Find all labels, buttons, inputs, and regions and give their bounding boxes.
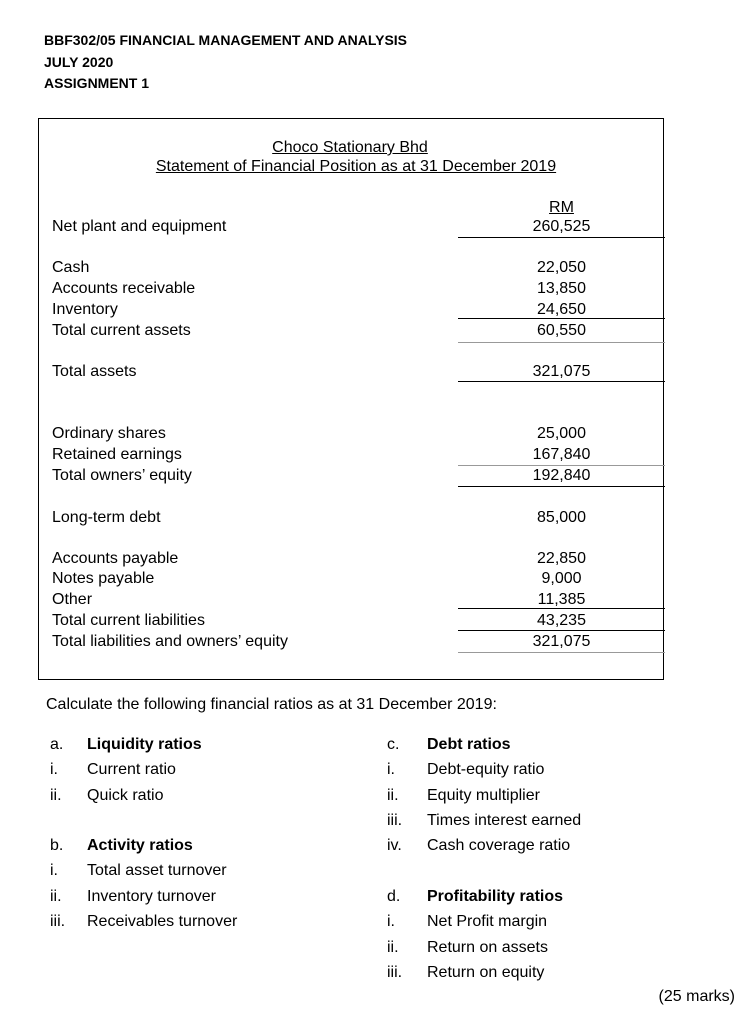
- underline-rule: [458, 652, 665, 653]
- statement-title: Statement of Financial Position as at 31 December 2019: [155, 158, 557, 175]
- ratio-item: Net Profit margin: [427, 913, 548, 931]
- row-value: 321,075: [532, 633, 591, 650]
- group-letter: c.: [387, 736, 400, 753]
- question-prompt: Calculate the following financial ratios as at 31 December 2019:: [46, 696, 497, 713]
- row-value: 43,235: [537, 612, 586, 629]
- underline-rule: [458, 608, 665, 609]
- ratio-item: Receivables turnover: [87, 912, 238, 930]
- ratio-item: Return on equity: [427, 963, 545, 981]
- item-number: ii.: [387, 938, 399, 956]
- row-value: 13,850: [537, 280, 586, 297]
- ratio-item: Times interest earned: [427, 811, 582, 829]
- group-title: Profitability ratios: [427, 888, 564, 905]
- item-number: iii.: [387, 811, 403, 829]
- marks: (25 marks): [658, 988, 735, 1005]
- item-number: ii.: [50, 887, 62, 905]
- row-label: Total owners’ equity: [52, 467, 192, 484]
- underline-rule: [458, 237, 665, 238]
- row-label: Notes payable: [52, 570, 155, 587]
- row-label: Net plant and equipment: [52, 218, 227, 235]
- item-number: ii.: [387, 786, 399, 804]
- item-number: i.: [387, 761, 395, 779]
- item-number: iii.: [50, 912, 66, 930]
- ratio-item: Quick ratio: [87, 786, 164, 804]
- group-title: Liquidity ratios: [87, 736, 202, 753]
- item-number: iv.: [387, 837, 402, 855]
- row-value: 167,840: [532, 446, 591, 463]
- row-label: Accounts payable: [52, 550, 179, 567]
- row-value: 24,650: [537, 301, 586, 318]
- row-value: 192,840: [532, 467, 591, 484]
- ratio-item: Debt-equity ratio: [427, 761, 545, 779]
- group-letter: d.: [387, 888, 401, 905]
- ratio-item: Inventory turnover: [87, 887, 216, 905]
- course-title: BBF302/05 FINANCIAL MANAGEMENT AND ANALYSIS: [44, 32, 408, 48]
- row-value: 85,000: [537, 509, 586, 526]
- row-label: Inventory: [52, 301, 118, 318]
- group-letter: a.: [50, 736, 64, 753]
- item-number: i.: [50, 761, 58, 779]
- underline-rule: [458, 486, 665, 487]
- underline-rule: [458, 381, 665, 382]
- ratio-item: Equity multiplier: [427, 786, 540, 804]
- group-letter: b.: [50, 837, 64, 854]
- row-label: Other: [52, 591, 93, 608]
- group-title: Activity ratios: [87, 837, 193, 854]
- item-number: iii.: [387, 963, 403, 981]
- item-number: i.: [50, 862, 58, 880]
- group-title: Debt ratios: [427, 736, 511, 753]
- ratio-item: Return on assets: [427, 938, 548, 956]
- term: JULY 2020: [44, 54, 114, 70]
- item-number: ii.: [50, 786, 62, 804]
- row-label: Total liabilities and owners’ equity: [52, 633, 288, 650]
- underline-rule: [458, 630, 665, 631]
- company-name: Choco Stationary Bhd: [272, 139, 428, 156]
- row-label: Total current assets: [52, 322, 191, 339]
- currency-header: RM: [549, 199, 574, 216]
- ratio-item: Total asset turnover: [87, 862, 227, 880]
- row-label: Long-term debt: [52, 509, 161, 526]
- assignment-label: ASSIGNMENT 1: [44, 75, 150, 91]
- row-label: Accounts receivable: [52, 280, 196, 297]
- row-value: 25,000: [537, 425, 586, 442]
- row-value: 260,525: [532, 218, 591, 235]
- ratio-item: Cash coverage ratio: [427, 837, 571, 855]
- underline-rule: [458, 342, 665, 343]
- row-value: 22,050: [537, 259, 586, 276]
- row-value: 60,550: [537, 322, 586, 339]
- ratio-item: Current ratio: [87, 761, 176, 779]
- underline-rule: [458, 318, 665, 319]
- item-number: i.: [387, 913, 395, 931]
- row-label: Total assets: [52, 363, 137, 380]
- row-value: 9,000: [541, 570, 582, 587]
- row-label: Cash: [52, 259, 90, 276]
- row-value: 11,385: [537, 591, 586, 608]
- row-label: Retained earnings: [52, 446, 182, 463]
- row-label: Ordinary shares: [52, 425, 166, 442]
- row-value: 321,075: [532, 363, 591, 380]
- underline-rule: [458, 465, 665, 466]
- row-label: Total current liabilities: [52, 612, 205, 629]
- row-value: 22,850: [537, 550, 586, 567]
